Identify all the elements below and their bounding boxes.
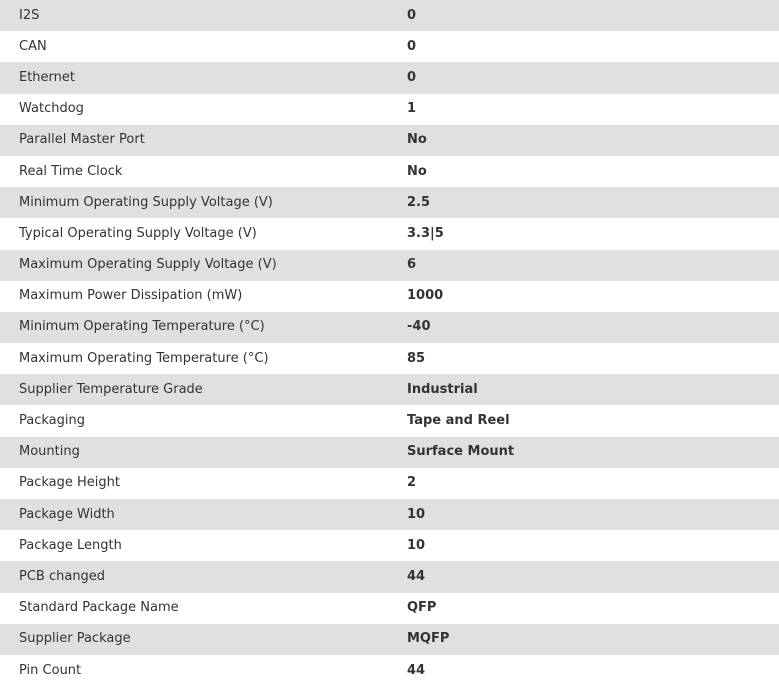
spec-value: 2 xyxy=(407,475,417,491)
spec-row-can xyxy=(0,31,779,62)
spec-row-packaging xyxy=(0,405,779,436)
spec-label: Packaging xyxy=(19,413,85,429)
spec-value: 0 xyxy=(407,7,417,23)
spec-row-package-length xyxy=(0,530,779,561)
spec-label: Package Height xyxy=(19,475,120,491)
spec-label: PCB changed xyxy=(19,568,106,584)
spec-label: Standard Package Name xyxy=(19,600,179,616)
spec-row-parallel-master-port xyxy=(0,125,779,156)
spec-label: Watchdog xyxy=(19,101,84,117)
spec-label: Maximum Operating Temperature (°C) xyxy=(19,350,269,366)
spec-row-pcb-changed xyxy=(0,561,779,592)
spec-label: Mounting xyxy=(19,444,80,460)
spec-value: 10 xyxy=(407,506,426,522)
spec-value: 0 xyxy=(407,69,417,85)
spec-row-watchdog xyxy=(0,94,779,125)
spec-label: Supplier Package xyxy=(19,631,131,647)
spec-value: MQFP xyxy=(407,631,450,647)
spec-row-package-height xyxy=(0,468,779,499)
spec-value: QFP xyxy=(407,600,437,616)
spec-label: Maximum Power Dissipation (mW) xyxy=(19,288,243,304)
spec-value: Tape and Reel xyxy=(407,413,510,429)
spec-value: 85 xyxy=(407,350,426,366)
spec-value: 2.5 xyxy=(407,194,431,210)
spec-row-typ-supply-voltage xyxy=(0,218,779,249)
spec-label: CAN xyxy=(19,38,47,54)
spec-value: -40 xyxy=(407,319,431,335)
spec-value: 44 xyxy=(407,662,426,678)
spec-value: 3.3|5 xyxy=(407,225,444,241)
spec-label: Ethernet xyxy=(19,69,75,85)
spec-label: Typical Operating Supply Voltage (V) xyxy=(19,225,257,241)
spec-value: No xyxy=(407,163,427,179)
spec-value: Industrial xyxy=(407,381,478,397)
spec-row-mounting xyxy=(0,437,779,468)
spec-row-supplier-package xyxy=(0,624,779,655)
spec-label: Package Length xyxy=(19,537,122,553)
spec-row-i2s xyxy=(0,0,779,31)
spec-label: Supplier Temperature Grade xyxy=(19,381,203,397)
spec-label: Maximum Operating Supply Voltage (V) xyxy=(19,257,277,273)
spec-value: No xyxy=(407,132,427,148)
spec-label: Real Time Clock xyxy=(19,163,123,179)
spec-label: I2S xyxy=(19,7,40,23)
spec-value: 1000 xyxy=(407,288,444,304)
spec-value: 44 xyxy=(407,568,426,584)
spec-label: Pin Count xyxy=(19,662,82,678)
spec-row-standard-package-name xyxy=(0,593,779,624)
spec-row-real-time-clock xyxy=(0,156,779,187)
spec-row-package-width xyxy=(0,499,779,530)
spec-value: 6 xyxy=(407,257,417,273)
spec-label: Minimum Operating Supply Voltage (V) xyxy=(19,194,273,210)
spec-value: 10 xyxy=(407,537,426,553)
spec-value: 0 xyxy=(407,38,417,54)
spec-row-ethernet xyxy=(0,62,779,93)
spec-row-max-operating-temp xyxy=(0,343,779,374)
spec-label: Parallel Master Port xyxy=(19,132,145,148)
spec-row-min-supply-voltage xyxy=(0,187,779,218)
spec-row-pin-count xyxy=(0,655,779,686)
spec-value: Surface Mount xyxy=(407,444,515,460)
spec-label: Minimum Operating Temperature (°C) xyxy=(19,319,265,335)
spec-row-supplier-temp-grade xyxy=(0,374,779,405)
spec-row-max-supply-voltage xyxy=(0,250,779,281)
spec-row-max-power-dissipation xyxy=(0,281,779,312)
spec-value: 1 xyxy=(407,101,417,117)
spec-label: Package Width xyxy=(19,506,115,522)
spec-row-min-operating-temp xyxy=(0,312,779,343)
